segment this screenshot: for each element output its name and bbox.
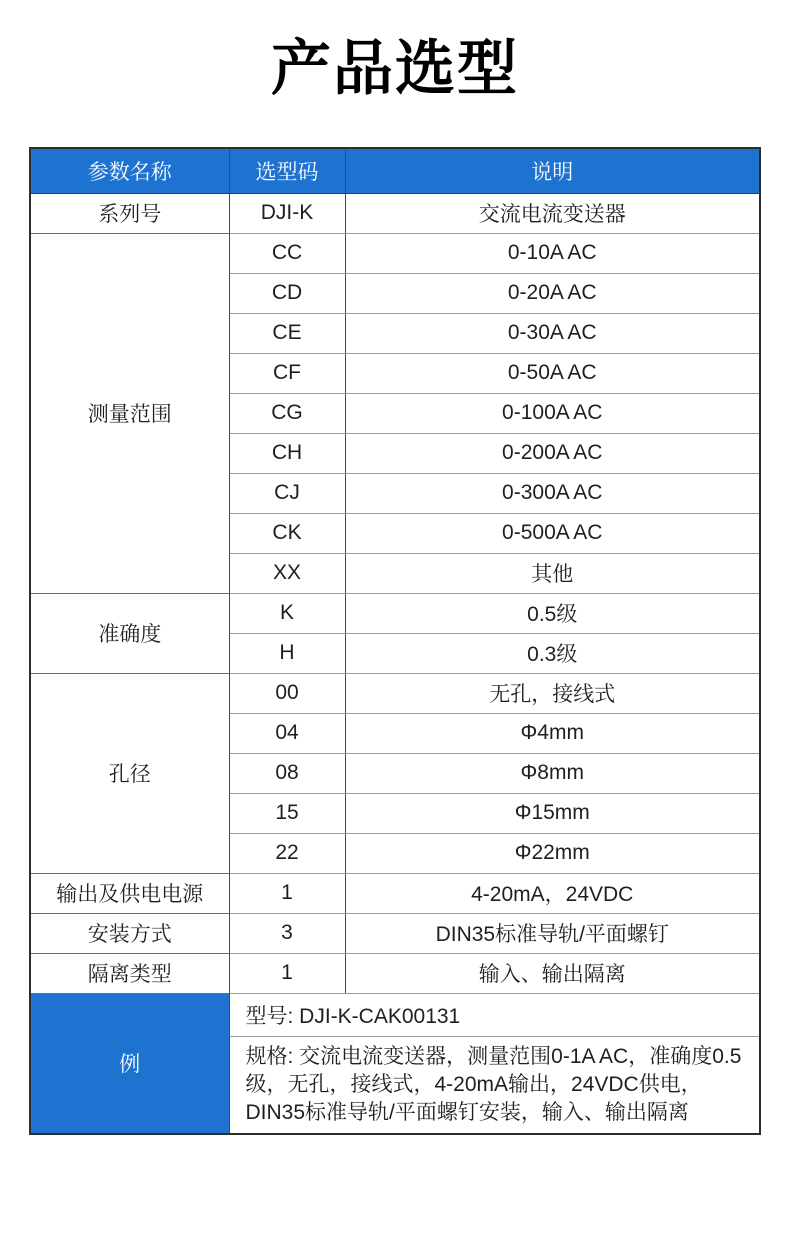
desc-cell: 0-10A AC	[345, 233, 760, 273]
example-model-cell: 型号: DJI-K-CAK00131	[229, 993, 760, 1036]
table-row	[30, 593, 760, 633]
desc-cell: 4-20mA，24VDC	[345, 873, 760, 913]
table-header	[30, 148, 760, 193]
code-cell: CJ	[229, 473, 345, 513]
code-cell: DJI-K	[229, 193, 345, 233]
desc-cell: 0-50A AC	[345, 353, 760, 393]
selection-table-body	[30, 193, 760, 1134]
code-cell: 1	[229, 953, 345, 993]
param-cell: 系列号	[30, 193, 229, 233]
desc-cell: Φ15mm	[345, 793, 760, 833]
header-selection-code: 选型码	[229, 148, 345, 193]
code-cell: XX	[229, 553, 345, 593]
header-description: 说明	[345, 148, 760, 193]
code-cell: CD	[229, 273, 345, 313]
page-title: 产品选型	[271, 35, 519, 102]
code-cell: CG	[229, 393, 345, 433]
code-cell: CK	[229, 513, 345, 553]
code-cell: 00	[229, 673, 345, 713]
table-row	[30, 913, 760, 953]
code-cell: 22	[229, 833, 345, 873]
table-row	[30, 193, 760, 233]
param-cell: 输出及供电电源	[30, 873, 229, 913]
desc-cell: 0-30A AC	[345, 313, 760, 353]
code-cell: CF	[229, 353, 345, 393]
desc-cell: 0-200A AC	[345, 433, 760, 473]
code-cell: 15	[229, 793, 345, 833]
code-cell: 1	[229, 873, 345, 913]
code-cell: 08	[229, 753, 345, 793]
desc-cell: 交流电流变送器	[345, 193, 760, 233]
table-row	[30, 873, 760, 913]
desc-cell: 0-500A AC	[345, 513, 760, 553]
table-row	[30, 233, 760, 273]
desc-cell: 其他	[345, 553, 760, 593]
desc-cell: Φ4mm	[345, 713, 760, 753]
param-cell: 隔离类型	[30, 953, 229, 993]
code-cell: CE	[229, 313, 345, 353]
product-selection-table	[29, 147, 761, 1135]
desc-cell: 输入、输出隔离	[345, 953, 760, 993]
desc-cell: Φ22mm	[345, 833, 760, 873]
example-model-row	[30, 993, 760, 1036]
header-param-name: 参数名称	[30, 148, 229, 193]
code-cell: K	[229, 593, 345, 633]
code-cell: CC	[229, 233, 345, 273]
code-cell: H	[229, 633, 345, 673]
header-row	[30, 148, 760, 193]
desc-cell: 无孔，接线式	[345, 673, 760, 713]
desc-cell: DIN35标准导轨/平面螺钉	[345, 913, 760, 953]
desc-cell: 0-300A AC	[345, 473, 760, 513]
param-cell: 孔径	[30, 673, 229, 873]
param-cell: 测量范围	[30, 233, 229, 593]
table-row	[30, 953, 760, 993]
desc-cell: 0-20A AC	[345, 273, 760, 313]
code-cell: 04	[229, 713, 345, 753]
desc-cell: 0-100A AC	[345, 393, 760, 433]
desc-cell: 0.5级	[345, 593, 760, 633]
param-cell: 准确度	[30, 593, 229, 673]
code-cell: 3	[229, 913, 345, 953]
code-cell: CH	[229, 433, 345, 473]
example-spec-cell: 规格: 交流电流变送器，测量范围0-1A AC，准确度0.5级，无孔，接线式，4-20mA输出，24VDC供电，DIN35标准导轨/平面螺钉安装，输入、输出隔离	[229, 1036, 760, 1134]
desc-cell: 0.3级	[345, 633, 760, 673]
param-cell: 安装方式	[30, 913, 229, 953]
example-param-cell: 例	[30, 993, 229, 1134]
desc-cell: Φ8mm	[345, 753, 760, 793]
table-row	[30, 673, 760, 713]
